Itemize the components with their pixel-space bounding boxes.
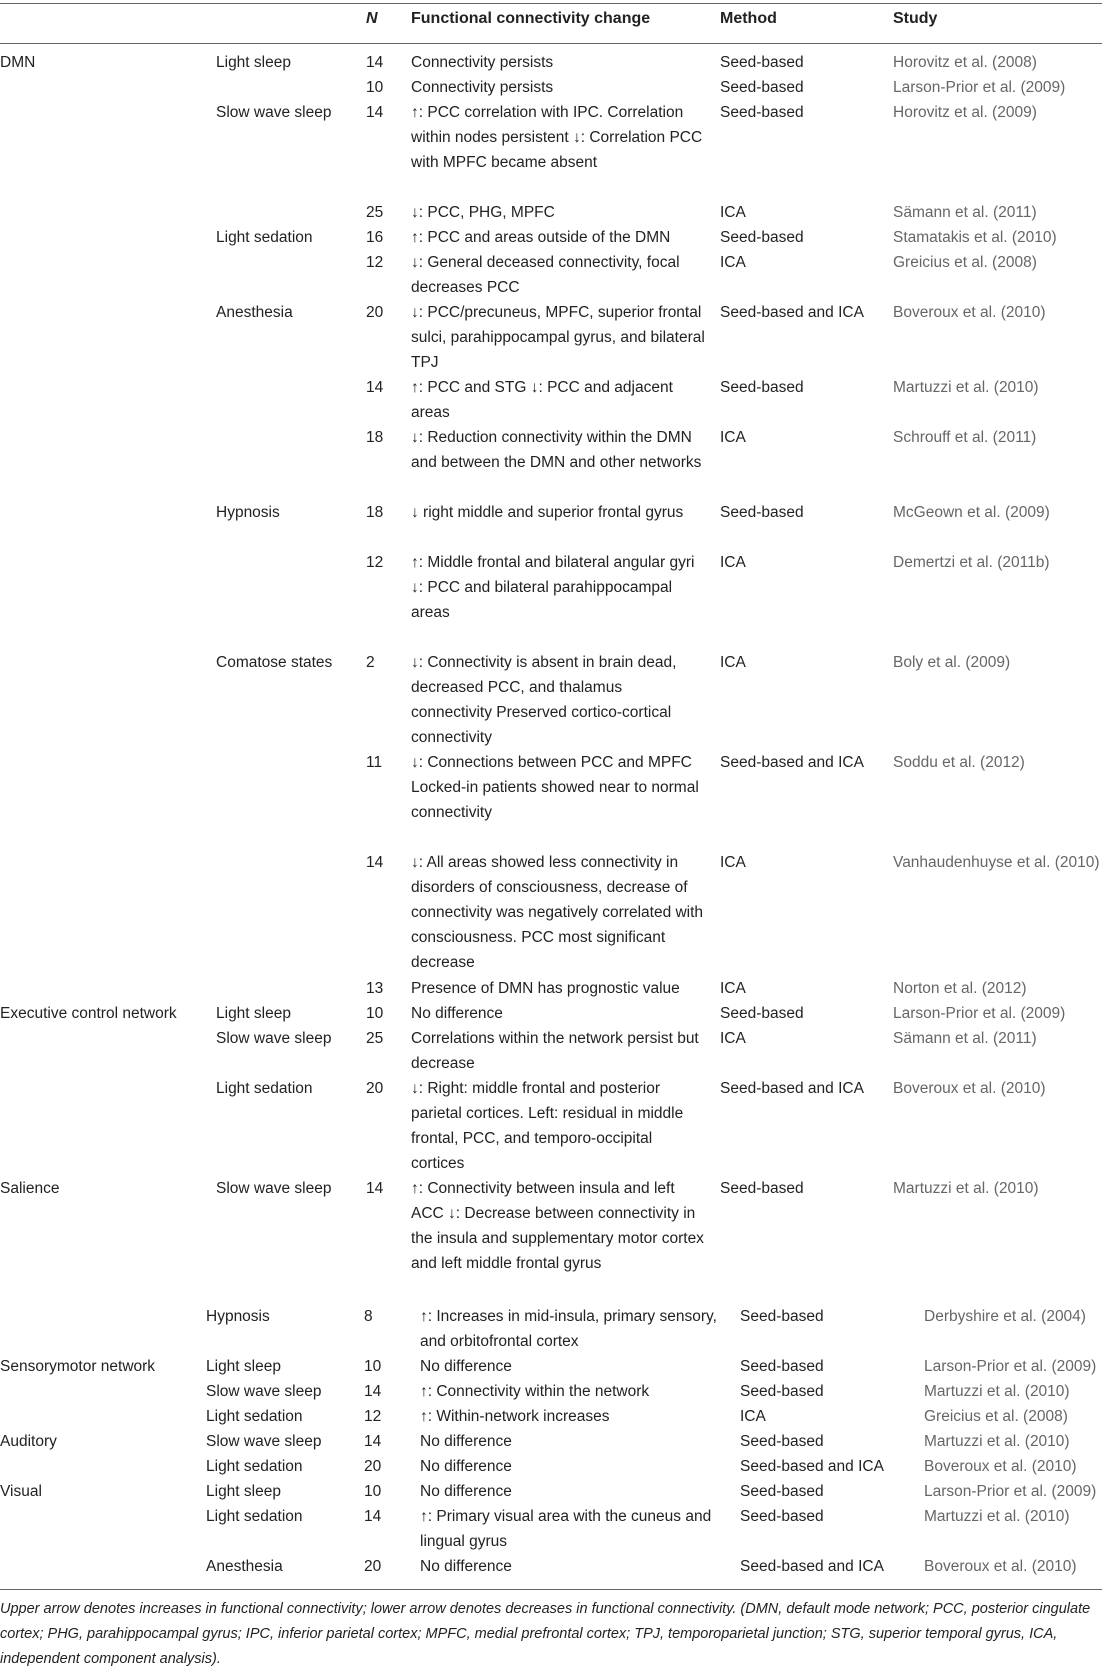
n-cell: 14 bbox=[366, 854, 384, 871]
state-cell: Slow wave sleep bbox=[216, 1030, 332, 1047]
change-cell: ↓: PCC, PHG, MPFC bbox=[411, 204, 555, 221]
network-cell: Visual bbox=[0, 1483, 42, 1500]
method-cell: ICA bbox=[720, 204, 746, 221]
change-cell: ↑: PCC and areas outside of the DMN bbox=[411, 229, 671, 246]
state-cell: Light sleep bbox=[216, 54, 291, 71]
study-cell: Horovitz et al. (2008) bbox=[893, 54, 1037, 71]
study-cell: McGeown et al. (2009) bbox=[893, 504, 1050, 521]
method-cell: Seed-based bbox=[720, 79, 804, 96]
change-cell: ↓: Connections between PCC and MPFC Locked-in patients showed near to normal connectivity bbox=[411, 754, 699, 821]
change-cell: ↑: Connectivity within the network bbox=[420, 1383, 650, 1400]
n-cell: 8 bbox=[364, 1308, 373, 1325]
study-cell: Vanhaudenhuyse et al. (2010) bbox=[893, 854, 1100, 871]
method-cell: Seed-based and ICA bbox=[720, 1080, 864, 1097]
change-cell: No difference bbox=[420, 1458, 512, 1475]
change-cell: ↓: PCC/precuneus, MPFC, superior frontal sulci, parahippocampal gyrus, and bilateral TPJ bbox=[411, 304, 705, 371]
method-cell: Seed-based and ICA bbox=[740, 1458, 884, 1475]
change-cell: No difference bbox=[420, 1433, 512, 1450]
n-cell: 14 bbox=[364, 1433, 382, 1450]
change-cell: ↓: Reduction connectivity within the DMN and between the DMN and other networks bbox=[411, 429, 702, 471]
n-cell: 14 bbox=[366, 1180, 384, 1197]
n-cell: 25 bbox=[366, 204, 384, 221]
study-cell: Sämann et al. (2011) bbox=[893, 204, 1037, 221]
change-cell: ↑: PCC and STG ↓: PCC and adjacent areas bbox=[411, 379, 673, 421]
state-cell: Slow wave sleep bbox=[206, 1383, 322, 1400]
method-cell: ICA bbox=[720, 654, 746, 671]
study-cell: Soddu et al. (2012) bbox=[893, 754, 1025, 771]
change-cell: Connectivity persists bbox=[411, 79, 554, 96]
study-cell: Martuzzi et al. (2010) bbox=[893, 379, 1039, 396]
change-cell: ↑: Primary visual area with the cuneus and lingual gyrus bbox=[420, 1508, 712, 1550]
method-cell: Seed-based bbox=[720, 1180, 804, 1197]
state-cell: Slow wave sleep bbox=[216, 104, 332, 121]
network-cell: Salience bbox=[0, 1180, 60, 1197]
table-bottom-rule bbox=[0, 1589, 1102, 1590]
study-cell: Martuzzi et al. (2010) bbox=[893, 1180, 1039, 1197]
change-cell: ↓: Connectivity is absent in brain dead, decreased PCC, and thalamus connectivity Preserved cortico-cortical connectivity bbox=[411, 654, 677, 746]
n-cell: 12 bbox=[366, 554, 384, 571]
state-cell: Slow wave sleep bbox=[206, 1433, 322, 1450]
study-cell: Boveroux et al. (2010) bbox=[893, 304, 1046, 321]
study-cell: Boveroux et al. (2010) bbox=[924, 1558, 1077, 1575]
study-cell: Norton et al. (2012) bbox=[893, 980, 1027, 997]
method-cell: Seed-based and ICA bbox=[720, 304, 864, 321]
header-n: N bbox=[366, 10, 378, 27]
method-cell: Seed-based bbox=[720, 379, 804, 396]
change-cell: Presence of DMN has prognostic value bbox=[411, 980, 680, 997]
change-cell: Correlations within the network persist but decrease bbox=[411, 1030, 699, 1072]
change-cell: No difference bbox=[420, 1358, 512, 1375]
study-cell: Martuzzi et al. (2010) bbox=[924, 1433, 1070, 1450]
n-cell: 20 bbox=[364, 1458, 382, 1475]
state-cell: Light sedation bbox=[216, 229, 313, 246]
change-cell: ↑: Connectivity between insula and left ACC ↓: Decrease between connectivity in the insula and supplementary motor cortex and left middle frontal gyrus bbox=[411, 1180, 704, 1272]
change-cell: No difference bbox=[420, 1483, 512, 1500]
study-cell: Derbyshire et al. (2004) bbox=[924, 1308, 1086, 1325]
method-cell: ICA bbox=[740, 1408, 766, 1425]
study-cell: Horovitz et al. (2009) bbox=[893, 104, 1037, 121]
change-cell: Connectivity persists bbox=[411, 54, 554, 71]
method-cell: Seed-based bbox=[740, 1383, 824, 1400]
state-cell: Slow wave sleep bbox=[216, 1180, 332, 1197]
method-cell: ICA bbox=[720, 254, 746, 271]
table-header-rule bbox=[0, 43, 1102, 44]
n-cell: 10 bbox=[364, 1358, 382, 1375]
header-change: Functional connectivity change bbox=[411, 10, 651, 27]
n-cell: 25 bbox=[366, 1030, 384, 1047]
header-method: Method bbox=[720, 10, 777, 27]
study-cell: Larson-Prior et al. (2009) bbox=[893, 79, 1066, 96]
network-cell: Auditory bbox=[0, 1433, 57, 1450]
change-cell: ↓: Right: middle frontal and posterior parietal cortices. Left: residual in middle frontal, PCC, and temporo-occipital cortices bbox=[411, 1080, 684, 1172]
n-cell: 2 bbox=[366, 654, 375, 671]
change-cell: ↑: PCC correlation with IPC. Correlation within nodes persistent ↓: Correlation PCC with MPFC became absent bbox=[411, 104, 703, 171]
method-cell: ICA bbox=[720, 429, 746, 446]
network-cell: Sensorymotor network bbox=[0, 1358, 156, 1375]
n-cell: 20 bbox=[366, 1080, 384, 1097]
n-cell: 14 bbox=[366, 54, 384, 71]
study-cell: Larson-Prior et al. (2009) bbox=[893, 1005, 1066, 1022]
state-cell: Light sedation bbox=[206, 1458, 303, 1475]
method-cell: Seed-based bbox=[740, 1308, 824, 1325]
method-cell: Seed-based bbox=[720, 1005, 804, 1022]
study-cell: Boveroux et al. (2010) bbox=[924, 1458, 1077, 1475]
n-cell: 20 bbox=[366, 304, 384, 321]
table-footnote: Upper arrow denotes increases in functional connectivity; lower arrow denotes decreases in functional connectivity. (DMN, default mode network; PCC, posterior cingulate cortex; PHG, parahippocampal gyrus; IPC, inferior parietal cortex; MPFC, medial prefrontal cortex; TPJ, temporoparietal junction; STG, superior temporal gyrus, ICA, independent component analysis). bbox=[0, 1601, 1091, 1667]
header-study: Study bbox=[893, 10, 938, 27]
change-cell: No difference bbox=[420, 1558, 512, 1575]
study-cell: Demertzi et al. (2011b) bbox=[893, 554, 1050, 571]
method-cell: Seed-based and ICA bbox=[720, 754, 864, 771]
method-cell: Seed-based bbox=[720, 504, 804, 521]
method-cell: ICA bbox=[720, 1030, 746, 1047]
n-cell: 14 bbox=[366, 104, 384, 121]
n-cell: 11 bbox=[366, 754, 383, 771]
study-cell: Greicius et al. (2008) bbox=[924, 1408, 1068, 1425]
network-cell: Executive control network bbox=[0, 1005, 177, 1022]
n-cell: 10 bbox=[366, 79, 384, 96]
change-cell: ↑: Within-network increases bbox=[420, 1408, 610, 1425]
n-cell: 14 bbox=[364, 1383, 382, 1400]
n-cell: 18 bbox=[366, 504, 384, 521]
state-cell: Light sleep bbox=[206, 1483, 281, 1500]
method-cell: Seed-based bbox=[740, 1358, 824, 1375]
state-cell: Light sleep bbox=[216, 1005, 291, 1022]
state-cell: Comatose states bbox=[216, 654, 333, 671]
n-cell: 20 bbox=[364, 1558, 382, 1575]
n-cell: 12 bbox=[366, 254, 384, 271]
method-cell: ICA bbox=[720, 554, 746, 571]
state-cell: Anesthesia bbox=[216, 304, 293, 321]
state-cell: Hypnosis bbox=[206, 1308, 270, 1325]
n-cell: 14 bbox=[366, 379, 384, 396]
method-cell: Seed-based bbox=[720, 54, 804, 71]
method-cell: ICA bbox=[720, 980, 746, 997]
n-cell: 10 bbox=[364, 1483, 382, 1500]
study-cell: Martuzzi et al. (2010) bbox=[924, 1508, 1070, 1525]
n-cell: 12 bbox=[364, 1408, 382, 1425]
study-cell: Greicius et al. (2008) bbox=[893, 254, 1037, 271]
change-cell: ↓ right middle and superior frontal gyrus bbox=[411, 504, 684, 521]
method-cell: Seed-based and ICA bbox=[740, 1558, 884, 1575]
n-cell: 18 bbox=[366, 429, 384, 446]
study-cell: Schrouff et al. (2011) bbox=[893, 429, 1037, 446]
study-cell: Larson-Prior et al. (2009) bbox=[924, 1358, 1097, 1375]
n-cell: 16 bbox=[366, 229, 384, 246]
study-cell: Sämann et al. (2011) bbox=[893, 1030, 1037, 1047]
study-cell: Boveroux et al. (2010) bbox=[893, 1080, 1046, 1097]
method-cell: Seed-based bbox=[720, 104, 804, 121]
study-cell: Larson-Prior et al. (2009) bbox=[924, 1483, 1097, 1500]
state-cell: Anesthesia bbox=[206, 1558, 283, 1575]
method-cell: Seed-based bbox=[740, 1508, 824, 1525]
change-cell: ↑: Middle frontal and bilateral angular gyri ↓: PCC and bilateral parahippocampal areas bbox=[411, 554, 695, 621]
method-cell: Seed-based bbox=[740, 1483, 824, 1500]
state-cell: Light sedation bbox=[206, 1408, 303, 1425]
n-cell: 14 bbox=[364, 1508, 382, 1525]
study-cell: Stamatakis et al. (2010) bbox=[893, 229, 1057, 246]
network-cell: DMN bbox=[0, 54, 36, 71]
method-cell: ICA bbox=[720, 854, 746, 871]
state-cell: Light sedation bbox=[216, 1080, 313, 1097]
change-cell: ↓: All areas showed less connectivity in disorders of consciousness, decrease of connectivity was negatively correlated with consciousness. PCC most significant decrease bbox=[411, 854, 704, 971]
study-cell: Boly et al. (2009) bbox=[893, 654, 1011, 671]
method-cell: Seed-based bbox=[720, 229, 804, 246]
n-cell: 10 bbox=[366, 1005, 384, 1022]
state-cell: Hypnosis bbox=[216, 504, 280, 521]
n-cell: 13 bbox=[366, 980, 384, 997]
state-cell: Light sleep bbox=[206, 1358, 281, 1375]
change-cell: ↓: General deceased connectivity, focal decreases PCC bbox=[411, 254, 680, 296]
study-cell: Martuzzi et al. (2010) bbox=[924, 1383, 1070, 1400]
state-cell: Light sedation bbox=[206, 1508, 303, 1525]
method-cell: Seed-based bbox=[740, 1433, 824, 1450]
change-cell: ↑: Increases in mid-insula, primary sensory, and orbitofrontal cortex bbox=[420, 1308, 717, 1350]
table-top-rule bbox=[0, 3, 1102, 4]
change-cell: No difference bbox=[411, 1005, 503, 1022]
